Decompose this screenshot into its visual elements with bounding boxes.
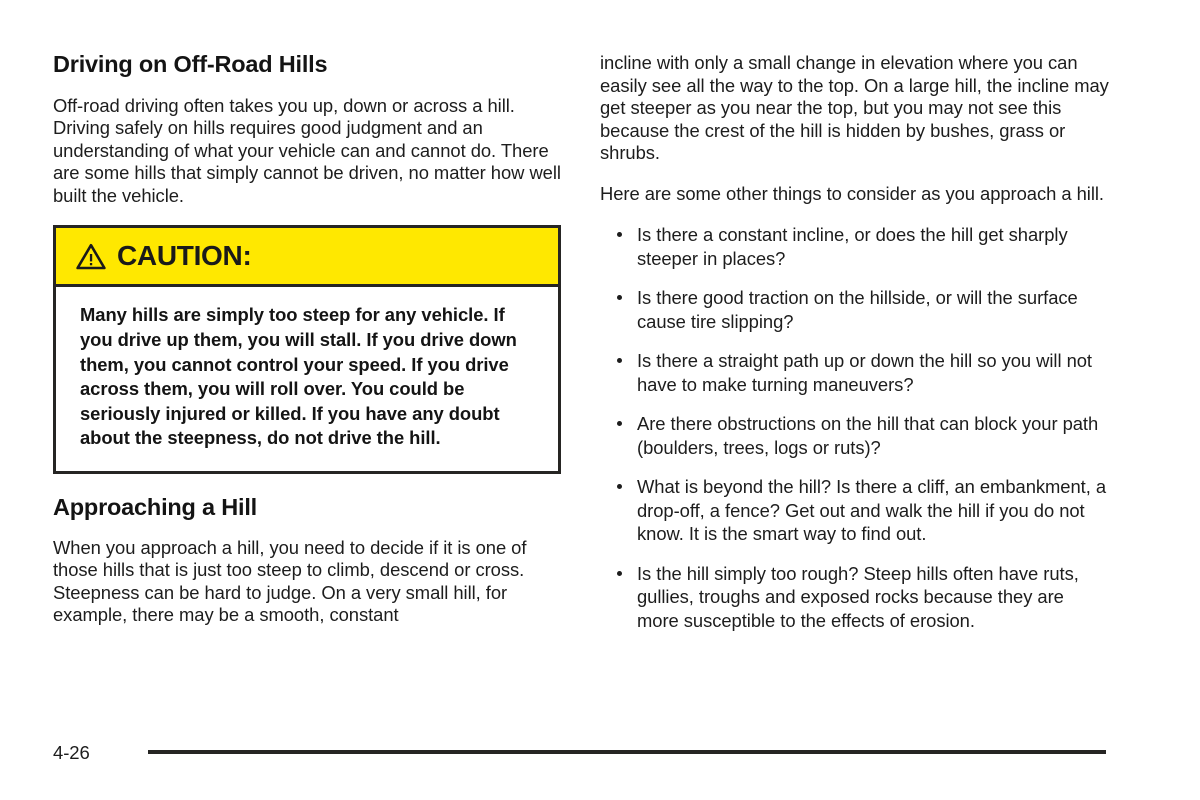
warning-triangle-icon: [76, 243, 106, 270]
caution-body: [53, 287, 561, 474]
page-title: Driving on Off-Road Hills: [53, 51, 328, 77]
section-heading-approaching-a-hill: Approaching a Hill: [53, 493, 257, 520]
list-item-text: Is the hill simply too rough? Steep hills often have ruts, gullies, troughs and exposed rocks because they are more susceptible to the effects of erosion.: [637, 562, 1079, 631]
page-footer: [53, 730, 1200, 800]
caution-box: [53, 225, 561, 474]
bullet-dot-icon: [617, 484, 622, 489]
footer-divider: [148, 750, 1106, 754]
list-item-text: Is there a straight path up or down the hill so you will not have to make turning maneuvers?: [637, 350, 1092, 395]
bullet-dot-icon: [617, 571, 622, 576]
list-item-text: Is there a constant incline, or does the hill get sharply steeper in places?: [637, 224, 1068, 269]
continued-paragraph: incline with only a small change in elevation where you can easily see all the way to the top. On a large hill, the incline may get steeper as you near the top, but you may not see this because the crest of the hill is hidden by bushes, grass or shrubs.: [600, 52, 1109, 163]
list-item-text: Is there good traction on the hillside, or will the surface cause tire slipping?: [637, 287, 1078, 332]
list-item-text: Are there obstructions on the hill that can block your path (boulders, trees, logs or ruts)?: [637, 413, 1099, 458]
bullet-dot-icon: [617, 295, 622, 300]
bullet-dot-icon: [617, 232, 622, 237]
page-number: 4-26: [53, 742, 90, 763]
list-intro-paragraph: Here are some other things to consider as you approach a hill.: [600, 182, 1104, 204]
caution-text: Many hills are simply too steep for any vehicle. If you drive up them, you will stall. If you drive down them, you cannot control your speed. If you drive across them, you will roll over. You could be seriously injured or killed. If you have any doubt about the steepness, do not drive the hill.: [80, 304, 517, 449]
list-item: [600, 475, 1110, 546]
caution-header: [53, 225, 561, 287]
right-column: [600, 52, 1110, 632]
caution-label: CAUTION:: [117, 240, 252, 272]
list-item: [600, 412, 1110, 459]
list-item-text: What is beyond the hill? Is there a cliff, an embankment, a drop-off, a fence? Get out and walk the hill if you do not know. It is the smart way to find out.: [637, 476, 1106, 544]
list-item: [600, 286, 1110, 333]
approaching-paragraph: When you approach a hill, you need to decide if it is one of those hills that is just too steep to climb, descend or cross. Steepness can be hard to judge. On a very small hill, for example, there may be a smooth, constant: [53, 536, 527, 626]
considerations-list: [600, 223, 1110, 632]
bullet-dot-icon: [617, 358, 622, 363]
left-column: [53, 52, 565, 627]
list-item: [600, 223, 1110, 270]
intro-paragraph: Off-road driving often takes you up, down or across a hill. Driving safely on hills requires good judgment and an understanding of what your vehicle can and cannot do. There are some hills that simply cannot be driven, no matter how well built the vehicle.: [53, 94, 561, 206]
list-item: [600, 562, 1110, 633]
list-item: [600, 349, 1110, 396]
bullet-dot-icon: [617, 421, 622, 426]
